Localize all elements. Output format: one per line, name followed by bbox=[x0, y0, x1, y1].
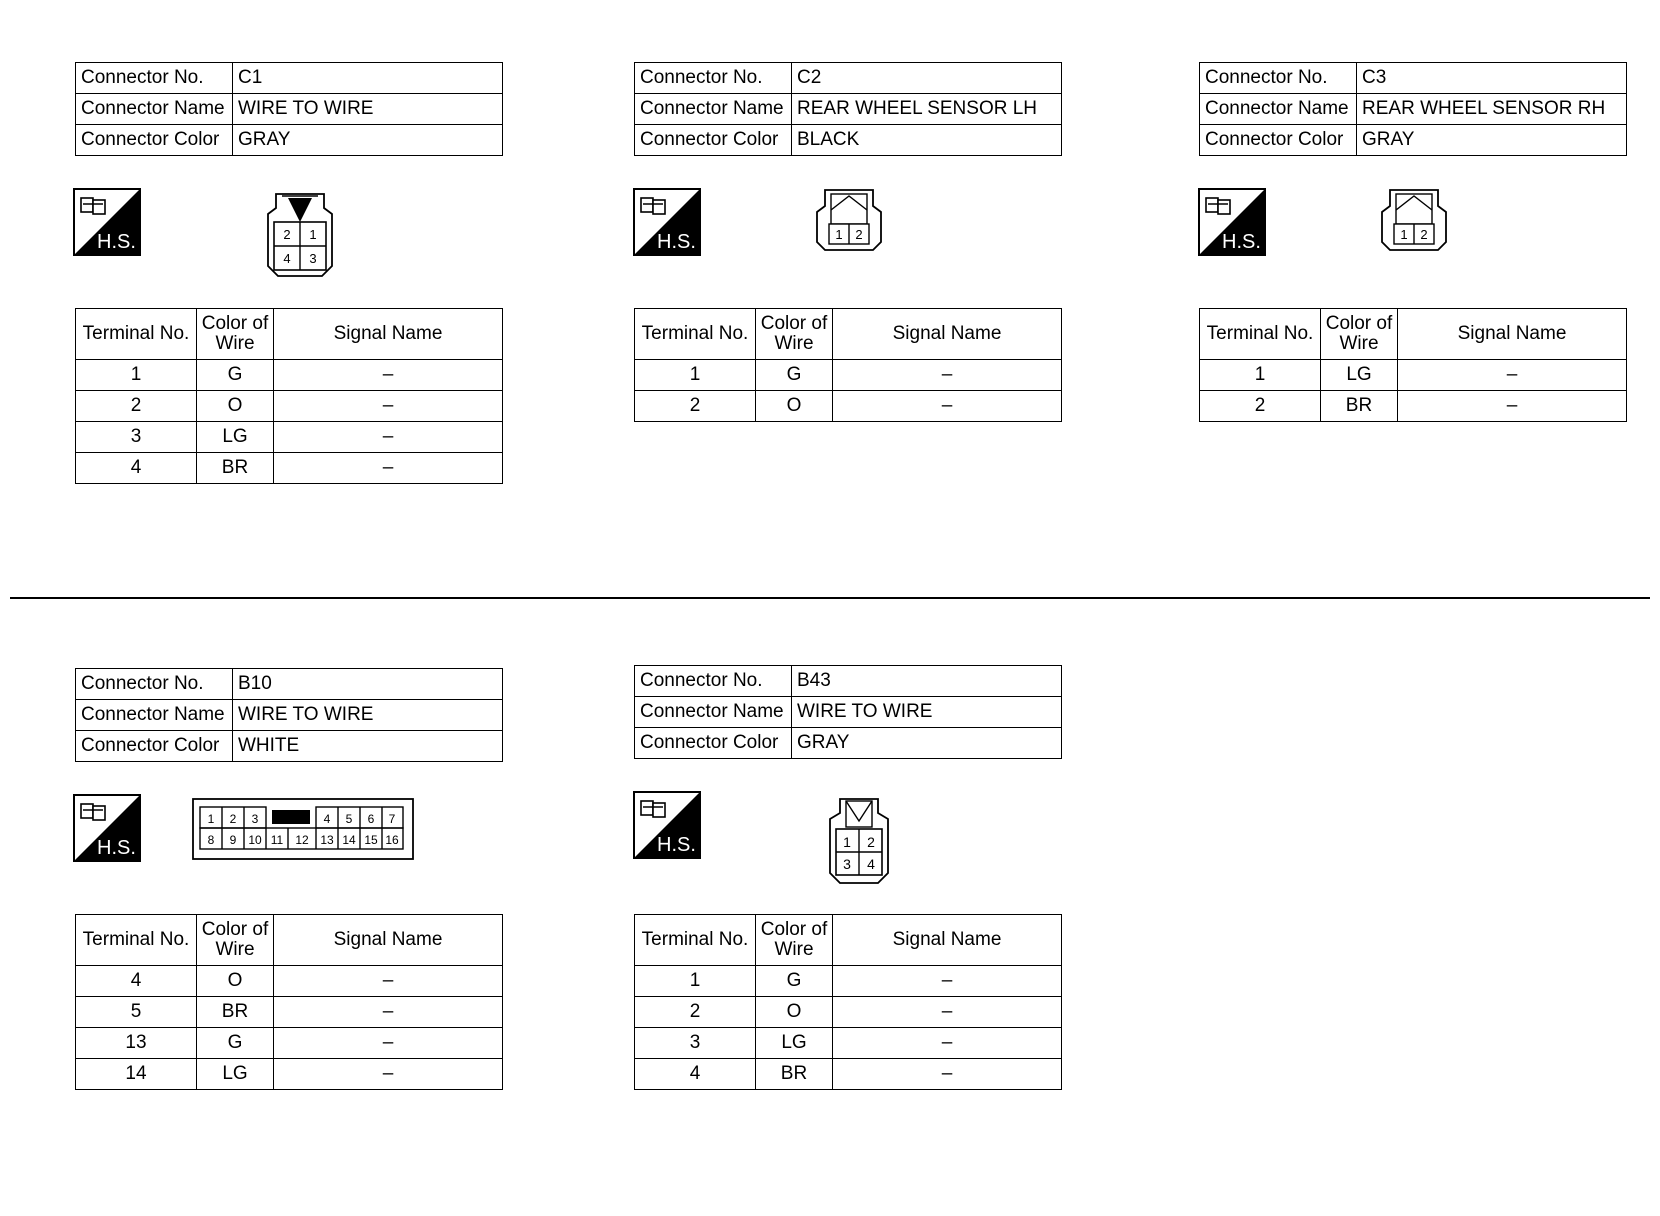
connector-color-label: Connector Color bbox=[1200, 125, 1357, 156]
connector-name-value: WIRE TO WIRE bbox=[233, 94, 503, 125]
section-divider bbox=[10, 597, 1650, 599]
table-row: 1 G – bbox=[76, 360, 503, 391]
connector-face-icon bbox=[192, 798, 414, 860]
connector-panel-b10 bbox=[75, 668, 505, 1084]
connector-info-table bbox=[634, 665, 1062, 759]
connector-info-table bbox=[75, 668, 503, 762]
pin-label: 2 bbox=[229, 812, 237, 826]
terminal-no-header: Terminal No. bbox=[76, 915, 197, 966]
connector-face-icon bbox=[1376, 186, 1452, 252]
hs-badge-text: H.S. bbox=[657, 231, 696, 253]
terminal-table bbox=[1199, 308, 1627, 422]
connector-no-value: B43 bbox=[792, 666, 1062, 697]
connector-name-value: WIRE TO WIRE bbox=[233, 700, 503, 731]
hs-harness-side-icon bbox=[73, 188, 141, 256]
connector-color-label: Connector Color bbox=[76, 731, 233, 762]
table-row: 1 G – bbox=[635, 966, 1062, 997]
terminal-no-header: Terminal No. bbox=[635, 309, 756, 360]
pin-label: 2 bbox=[1420, 227, 1428, 242]
color-of-wire-header: Color of Wire bbox=[197, 309, 274, 360]
pin-label: 1 bbox=[843, 834, 851, 850]
pin-label: 4 bbox=[867, 856, 875, 872]
pin-label: 1 bbox=[309, 227, 317, 242]
connector-no-value: C2 bbox=[792, 63, 1062, 94]
color-of-wire-header: Color of Wire bbox=[756, 309, 833, 360]
connector-color-value: GRAY bbox=[792, 728, 1062, 759]
connector-face-icon bbox=[260, 186, 340, 282]
color-of-wire-header: Color of Wire bbox=[756, 915, 833, 966]
pin-label: 9 bbox=[229, 833, 237, 847]
connector-face-icon bbox=[811, 186, 887, 252]
connector-panel-c2 bbox=[634, 62, 1064, 416]
table-row: 14 LG – bbox=[76, 1059, 503, 1090]
signal-name-header: Signal Name bbox=[274, 915, 503, 966]
table-row: 2 O – bbox=[76, 391, 503, 422]
connector-no-label: Connector No. bbox=[635, 63, 792, 94]
terminal-no-header: Terminal No. bbox=[76, 309, 197, 360]
pin-label: 4 bbox=[283, 251, 291, 266]
connector-info-table bbox=[634, 62, 1062, 156]
pin-label: 1 bbox=[207, 812, 215, 826]
connector-no-label: Connector No. bbox=[76, 669, 233, 700]
terminal-table bbox=[75, 914, 503, 1090]
table-row: 3 LG – bbox=[635, 1028, 1062, 1059]
pin-label: 1 bbox=[835, 227, 843, 242]
connector-no-label: Connector No. bbox=[1200, 63, 1357, 94]
signal-name-header: Signal Name bbox=[833, 309, 1062, 360]
pin-label: 14 bbox=[342, 833, 356, 847]
hs-badge-text: H.S. bbox=[657, 834, 696, 856]
pin-label: 6 bbox=[367, 812, 375, 826]
connector-name-value: REAR WHEEL SENSOR RH bbox=[1357, 94, 1627, 125]
connector-no-value: C3 bbox=[1357, 63, 1627, 94]
table-row: 1 G – bbox=[635, 360, 1062, 391]
terminal-table bbox=[634, 308, 1062, 422]
table-row: 1 LG – bbox=[1200, 360, 1627, 391]
pin-label: 4 bbox=[323, 812, 331, 826]
connector-color-label: Connector Color bbox=[76, 125, 233, 156]
pin-label: 3 bbox=[843, 856, 851, 872]
pin-label: 3 bbox=[251, 812, 259, 826]
connector-no-value: B10 bbox=[233, 669, 503, 700]
connector-info-table bbox=[75, 62, 503, 156]
connector-name-value: REAR WHEEL SENSOR LH bbox=[792, 94, 1062, 125]
table-row: 4 BR – bbox=[635, 1059, 1062, 1090]
table-row: 3 LG – bbox=[76, 422, 503, 453]
connector-color-value: WHITE bbox=[233, 731, 503, 762]
table-row: 5 BR – bbox=[76, 997, 503, 1028]
hs-harness-side-icon bbox=[633, 188, 701, 256]
pin-label: 1 bbox=[1400, 227, 1408, 242]
pin-label: 15 bbox=[364, 833, 378, 847]
connector-name-label: Connector Name bbox=[1200, 94, 1357, 125]
hs-harness-side-icon bbox=[1198, 188, 1266, 256]
connector-info-table bbox=[1199, 62, 1627, 156]
pin-label: 11 bbox=[270, 833, 284, 847]
connector-color-label: Connector Color bbox=[635, 125, 792, 156]
terminal-no-header: Terminal No. bbox=[635, 915, 756, 966]
connector-panel-c1 bbox=[75, 62, 505, 478]
connector-name-label: Connector Name bbox=[635, 697, 792, 728]
pin-label: 7 bbox=[388, 812, 396, 826]
pin-label: 8 bbox=[207, 833, 215, 847]
hs-badge-text: H.S. bbox=[1222, 231, 1261, 253]
connector-color-value: GRAY bbox=[1357, 125, 1627, 156]
connector-name-label: Connector Name bbox=[76, 94, 233, 125]
hs-harness-side-icon bbox=[633, 791, 701, 859]
pin-label: 2 bbox=[867, 834, 875, 850]
signal-name-header: Signal Name bbox=[833, 915, 1062, 966]
pin-label: 16 bbox=[385, 833, 399, 847]
pin-label: 13 bbox=[320, 833, 334, 847]
color-of-wire-header: Color of Wire bbox=[197, 915, 274, 966]
pin-label: 2 bbox=[855, 227, 863, 242]
table-row: 13 G – bbox=[76, 1028, 503, 1059]
table-row: 4 O – bbox=[76, 966, 503, 997]
pin-label: 10 bbox=[248, 833, 262, 847]
hs-badge-text: H.S. bbox=[97, 231, 136, 253]
signal-name-header: Signal Name bbox=[274, 309, 503, 360]
terminal-table bbox=[75, 308, 503, 484]
connector-panel-b43 bbox=[634, 665, 1064, 1084]
connector-face-icon bbox=[820, 795, 898, 887]
connector-color-value: BLACK bbox=[792, 125, 1062, 156]
pin-label: 5 bbox=[345, 812, 353, 826]
color-of-wire-header: Color of Wire bbox=[1321, 309, 1398, 360]
terminal-no-header: Terminal No. bbox=[1200, 309, 1321, 360]
hs-harness-side-icon bbox=[73, 794, 141, 862]
connector-color-value: GRAY bbox=[233, 125, 503, 156]
pin-label: 12 bbox=[295, 833, 309, 847]
connector-name-label: Connector Name bbox=[635, 94, 792, 125]
table-row: 4 BR – bbox=[76, 453, 503, 484]
hs-badge-text: H.S. bbox=[97, 837, 136, 859]
pin-label: 2 bbox=[283, 227, 291, 242]
signal-name-header: Signal Name bbox=[1398, 309, 1627, 360]
table-row: 2 O – bbox=[635, 391, 1062, 422]
table-row: 2 O – bbox=[635, 997, 1062, 1028]
table-row: 2 BR – bbox=[1200, 391, 1627, 422]
connector-no-value: C1 bbox=[233, 63, 503, 94]
connector-name-value: WIRE TO WIRE bbox=[792, 697, 1062, 728]
connector-no-label: Connector No. bbox=[76, 63, 233, 94]
pin-label: 3 bbox=[309, 251, 317, 266]
connector-name-label: Connector Name bbox=[76, 700, 233, 731]
connector-panel-c3 bbox=[1199, 62, 1629, 416]
connector-no-label: Connector No. bbox=[635, 666, 792, 697]
terminal-table bbox=[634, 914, 1062, 1090]
connector-color-label: Connector Color bbox=[635, 728, 792, 759]
